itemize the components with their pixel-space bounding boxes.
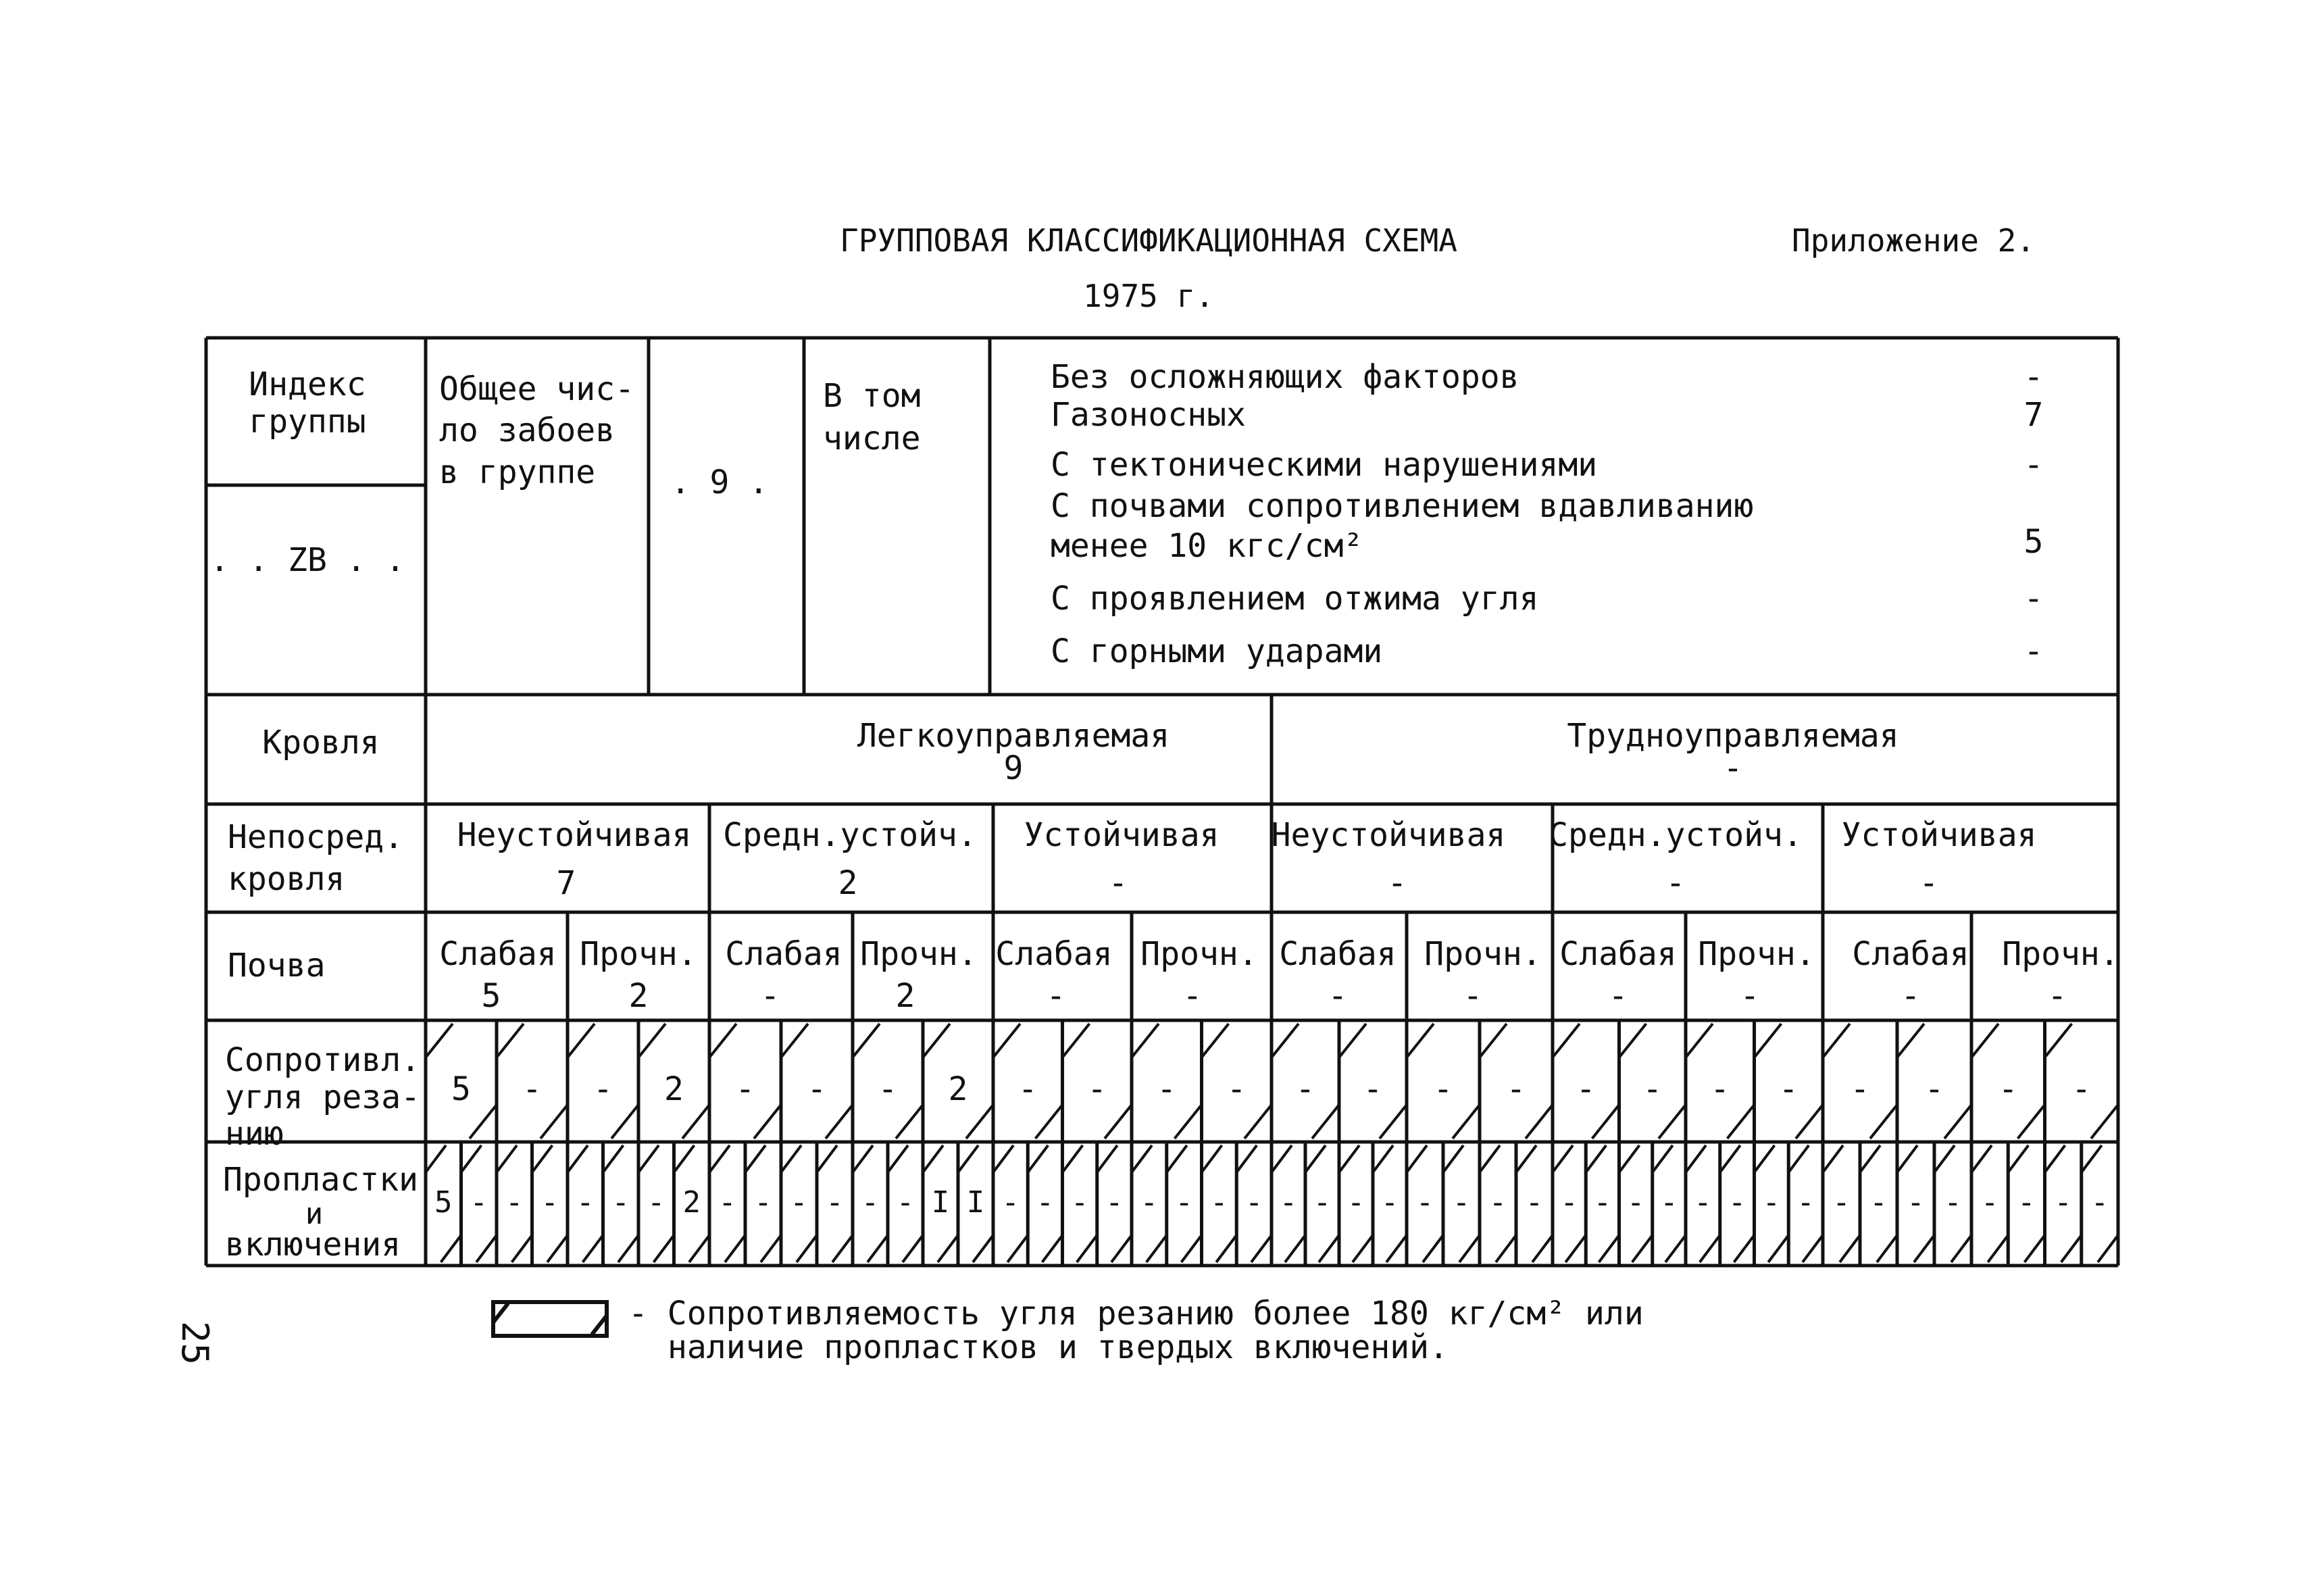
cut-cell-7: 2 <box>948 1070 968 1108</box>
cut-resistance-label-2: угля реза- <box>225 1078 420 1116</box>
cut-cell-16: - <box>1576 1070 1596 1108</box>
interlayer-cell-23: - <box>1244 1185 1263 1220</box>
soil-1-label: Прочн. <box>580 935 697 973</box>
immediate-3-label: Неустойчивая <box>1271 816 1506 854</box>
factor-value-2: - <box>2023 446 2044 484</box>
cut-cell-1: - <box>522 1070 542 1108</box>
interlayer-cell-38: - <box>1762 1185 1781 1220</box>
cut-cell-21: - <box>1924 1070 1944 1108</box>
interlayer-cell-25: - <box>1313 1185 1332 1220</box>
interlayer-cell-21: - <box>1175 1185 1193 1220</box>
cut-cell-8: - <box>1017 1070 1038 1108</box>
soil-2-label: Слабая <box>725 935 842 973</box>
interlayer-cell-43: - <box>1944 1185 1962 1220</box>
soil-1-value: 2 <box>628 977 649 1015</box>
interlayer-cell-4: - <box>576 1185 595 1220</box>
interlayer-cell-17: - <box>1036 1185 1055 1220</box>
immediate-3-value: - <box>1387 864 1407 902</box>
soil-8-value: - <box>1608 977 1628 1015</box>
immediate-4-value: - <box>1665 864 1686 902</box>
interlayer-cell-28: - <box>1415 1185 1434 1220</box>
factor-label-2: С тектоническими нарушениями <box>1051 446 1598 484</box>
interlayer-cell-14: I <box>931 1185 950 1220</box>
interlayer-cell-18: - <box>1070 1185 1089 1220</box>
interlayer-cell-32: - <box>1560 1185 1578 1220</box>
appendix-label: Приложение 2. <box>1792 222 2036 259</box>
immediate-0-label: Неустойчивая <box>457 816 692 854</box>
cut-cell-3: 2 <box>664 1070 684 1108</box>
interlayer-cell-29: - <box>1452 1185 1471 1220</box>
interlayer-cell-20: - <box>1140 1185 1159 1220</box>
cut-cell-9: - <box>1087 1070 1107 1108</box>
interlayer-cell-15: I <box>966 1185 985 1220</box>
interlayer-cell-10: - <box>790 1185 808 1220</box>
interlayer-cell-13: - <box>896 1185 915 1220</box>
cut-cell-4: - <box>735 1070 755 1108</box>
soil-5-value: - <box>1182 977 1203 1015</box>
interlayer-cell-46: - <box>2054 1185 2072 1220</box>
interlayer-cell-39: - <box>1796 1185 1815 1220</box>
interlayer-cell-34: - <box>1626 1185 1645 1220</box>
cut-cell-2: - <box>593 1070 613 1108</box>
cut-cell-12: - <box>1295 1070 1315 1108</box>
document-title: ГРУППОВАЯ КЛАССИФИКАЦИОННАЯ СХЕМА <box>840 222 1457 259</box>
cut-cell-6: - <box>878 1070 898 1108</box>
total-label-1: Общее чис- <box>439 370 634 408</box>
document-year: 1975 г. <box>1083 278 1214 314</box>
factor-value-1: 7 <box>2023 396 2044 434</box>
interlayer-cell-35: - <box>1660 1185 1678 1220</box>
interlayer-label-3: включения <box>225 1226 401 1264</box>
interlayer-cell-27: - <box>1380 1185 1399 1220</box>
factor-label-1: Газоносных <box>1051 396 1246 434</box>
soil-11-value: - <box>2047 977 2067 1015</box>
cut-cell-22: - <box>1998 1070 2018 1108</box>
factor-value-6: - <box>2023 632 2044 670</box>
interlayer-cell-33: - <box>1593 1185 1612 1220</box>
interlayer-cell-45: - <box>2017 1185 2036 1220</box>
interlayer-cell-1: - <box>470 1185 488 1220</box>
immediate-roof-label-1: Непосред. <box>228 818 404 856</box>
soil-0-label: Слабая <box>439 935 557 973</box>
interlayer-cell-8: - <box>718 1185 736 1220</box>
soil-3-value: 2 <box>895 977 915 1015</box>
cut-cell-11: - <box>1226 1070 1247 1108</box>
immediate-roof-label-2: кровля <box>228 860 345 898</box>
immediate-4-label: Средн.устойч. <box>1549 816 1803 854</box>
cut-cell-10: - <box>1157 1070 1177 1108</box>
immediate-2-label: Устойчивая <box>1024 816 1219 854</box>
interlayer-cell-42: - <box>1907 1185 1925 1220</box>
cut-cell-17: - <box>1642 1070 1663 1108</box>
soil-label: Почва <box>228 947 326 984</box>
soil-2-value: - <box>760 977 780 1015</box>
including-label-1: В том <box>823 377 921 415</box>
interlayer-label-1: Пропластки <box>223 1161 418 1199</box>
soil-4-label: Слабая <box>995 935 1113 973</box>
interlayer-cell-11: - <box>826 1185 844 1220</box>
total-faces-value: . 9 . <box>670 464 769 501</box>
interlayer-cell-3: - <box>540 1185 559 1220</box>
soil-3-label: Прочн. <box>860 935 978 973</box>
total-label-3: в группе <box>439 453 596 491</box>
cut-cell-0: 5 <box>451 1070 471 1108</box>
soil-0-value: 5 <box>481 977 501 1015</box>
factor-value-4: 5 <box>2023 523 2044 561</box>
interlayer-label-2: и <box>305 1197 324 1231</box>
cut-cell-13: - <box>1363 1070 1383 1108</box>
soil-6-label: Слабая <box>1279 935 1397 973</box>
cut-cell-23: - <box>2071 1070 2092 1108</box>
soil-10-label: Слабая <box>1852 935 1969 973</box>
index-label-1: Индекс <box>249 366 366 403</box>
immediate-0-value: 7 <box>556 864 576 902</box>
immediate-5-label: Устойчивая <box>1841 816 2037 854</box>
cut-cell-15: - <box>1506 1070 1526 1108</box>
soil-9-label: Прочн. <box>1698 935 1815 973</box>
interlayer-cell-47: - <box>2090 1185 2109 1220</box>
legend-hatch-box <box>493 1302 607 1336</box>
factor-value-0: - <box>2023 358 2044 396</box>
interlayer-cell-9: - <box>754 1185 772 1220</box>
factor-label-3: С почвами сопротивлением вдавливанию <box>1051 487 1754 525</box>
interlayer-cell-37: - <box>1728 1185 1746 1220</box>
soil-6-value: - <box>1328 977 1348 1015</box>
roof-hard-label: Трудноуправляемая <box>1567 717 1899 755</box>
roof-easy-value: 9 <box>1003 749 1024 787</box>
immediate-5-value: - <box>1919 864 1939 902</box>
interlayer-cell-7: 2 <box>682 1185 701 1220</box>
interlayer-cell-2: - <box>505 1185 524 1220</box>
soil-4-value: - <box>1046 977 1066 1015</box>
soil-5-label: Прочн. <box>1140 935 1258 973</box>
interlayer-cell-36: - <box>1694 1185 1712 1220</box>
factor-label-0: Без осложняющих факторов <box>1051 358 1519 396</box>
roof-easy-label: Легкоуправляемая <box>857 717 1170 755</box>
interlayer-cell-19: - <box>1105 1185 1124 1220</box>
cut-cell-14: - <box>1433 1070 1453 1108</box>
roof-label: Кровля <box>262 724 380 762</box>
page-number: 25 <box>174 1321 216 1366</box>
factor-label-4: менее 10 кгс/см² <box>1051 527 1363 565</box>
roof-hard-value: - <box>1723 749 1743 787</box>
cut-cell-20: - <box>1850 1070 1870 1108</box>
factor-value-5: - <box>2023 580 2044 618</box>
interlayer-cell-24: - <box>1279 1185 1298 1220</box>
immediate-1-label: Средн.устойч. <box>723 816 977 854</box>
interlayer-cell-30: - <box>1488 1185 1507 1220</box>
interlayer-cell-40: - <box>1832 1185 1851 1220</box>
soil-8-label: Слабая <box>1559 935 1677 973</box>
factor-label-5: С проявлением отжима угля <box>1051 580 1539 618</box>
interlayer-cell-22: - <box>1210 1185 1228 1220</box>
cut-cell-19: - <box>1778 1070 1799 1108</box>
cut-cell-18: - <box>1710 1070 1730 1108</box>
index-label-2: группы <box>249 403 366 441</box>
interlayer-cell-41: - <box>1869 1185 1888 1220</box>
soil-9-value: - <box>1740 977 1760 1015</box>
group-index-value: . . ZB . . <box>209 541 405 579</box>
interlayer-cell-44: - <box>1980 1185 1999 1220</box>
soil-7-label: Прочн. <box>1424 935 1542 973</box>
interlayer-cell-6: - <box>647 1185 665 1220</box>
cut-resistance-label-1: Сопротивл. <box>225 1041 420 1079</box>
interlayer-cell-0: 5 <box>434 1185 453 1220</box>
interlayer-cell-12: - <box>861 1185 880 1220</box>
cut-cell-5: - <box>807 1070 827 1108</box>
soil-7-value: - <box>1463 977 1483 1015</box>
interlayer-cell-16: - <box>1001 1185 1020 1220</box>
immediate-2-value: - <box>1108 864 1128 902</box>
factor-label-6: С горными ударами <box>1051 632 1383 670</box>
including-label-2: числе <box>823 420 921 457</box>
legend-text-2: наличие пропластков и твердых включений. <box>668 1328 1449 1366</box>
immediate-1-value: 2 <box>838 864 858 902</box>
interlayer-cell-26: - <box>1347 1185 1365 1220</box>
legend-text-1: - Сопротивляемость угля резанию более 180 кг/см² или <box>628 1295 1644 1332</box>
total-label-2: ло забоев <box>439 412 615 449</box>
soil-10-value: - <box>1901 977 1921 1015</box>
interlayer-cell-31: - <box>1525 1185 1544 1220</box>
cut-resistance-label-3: нию <box>225 1115 284 1153</box>
soil-11-label: Прочн. <box>2002 935 2119 973</box>
interlayer-cell-5: - <box>611 1185 630 1220</box>
